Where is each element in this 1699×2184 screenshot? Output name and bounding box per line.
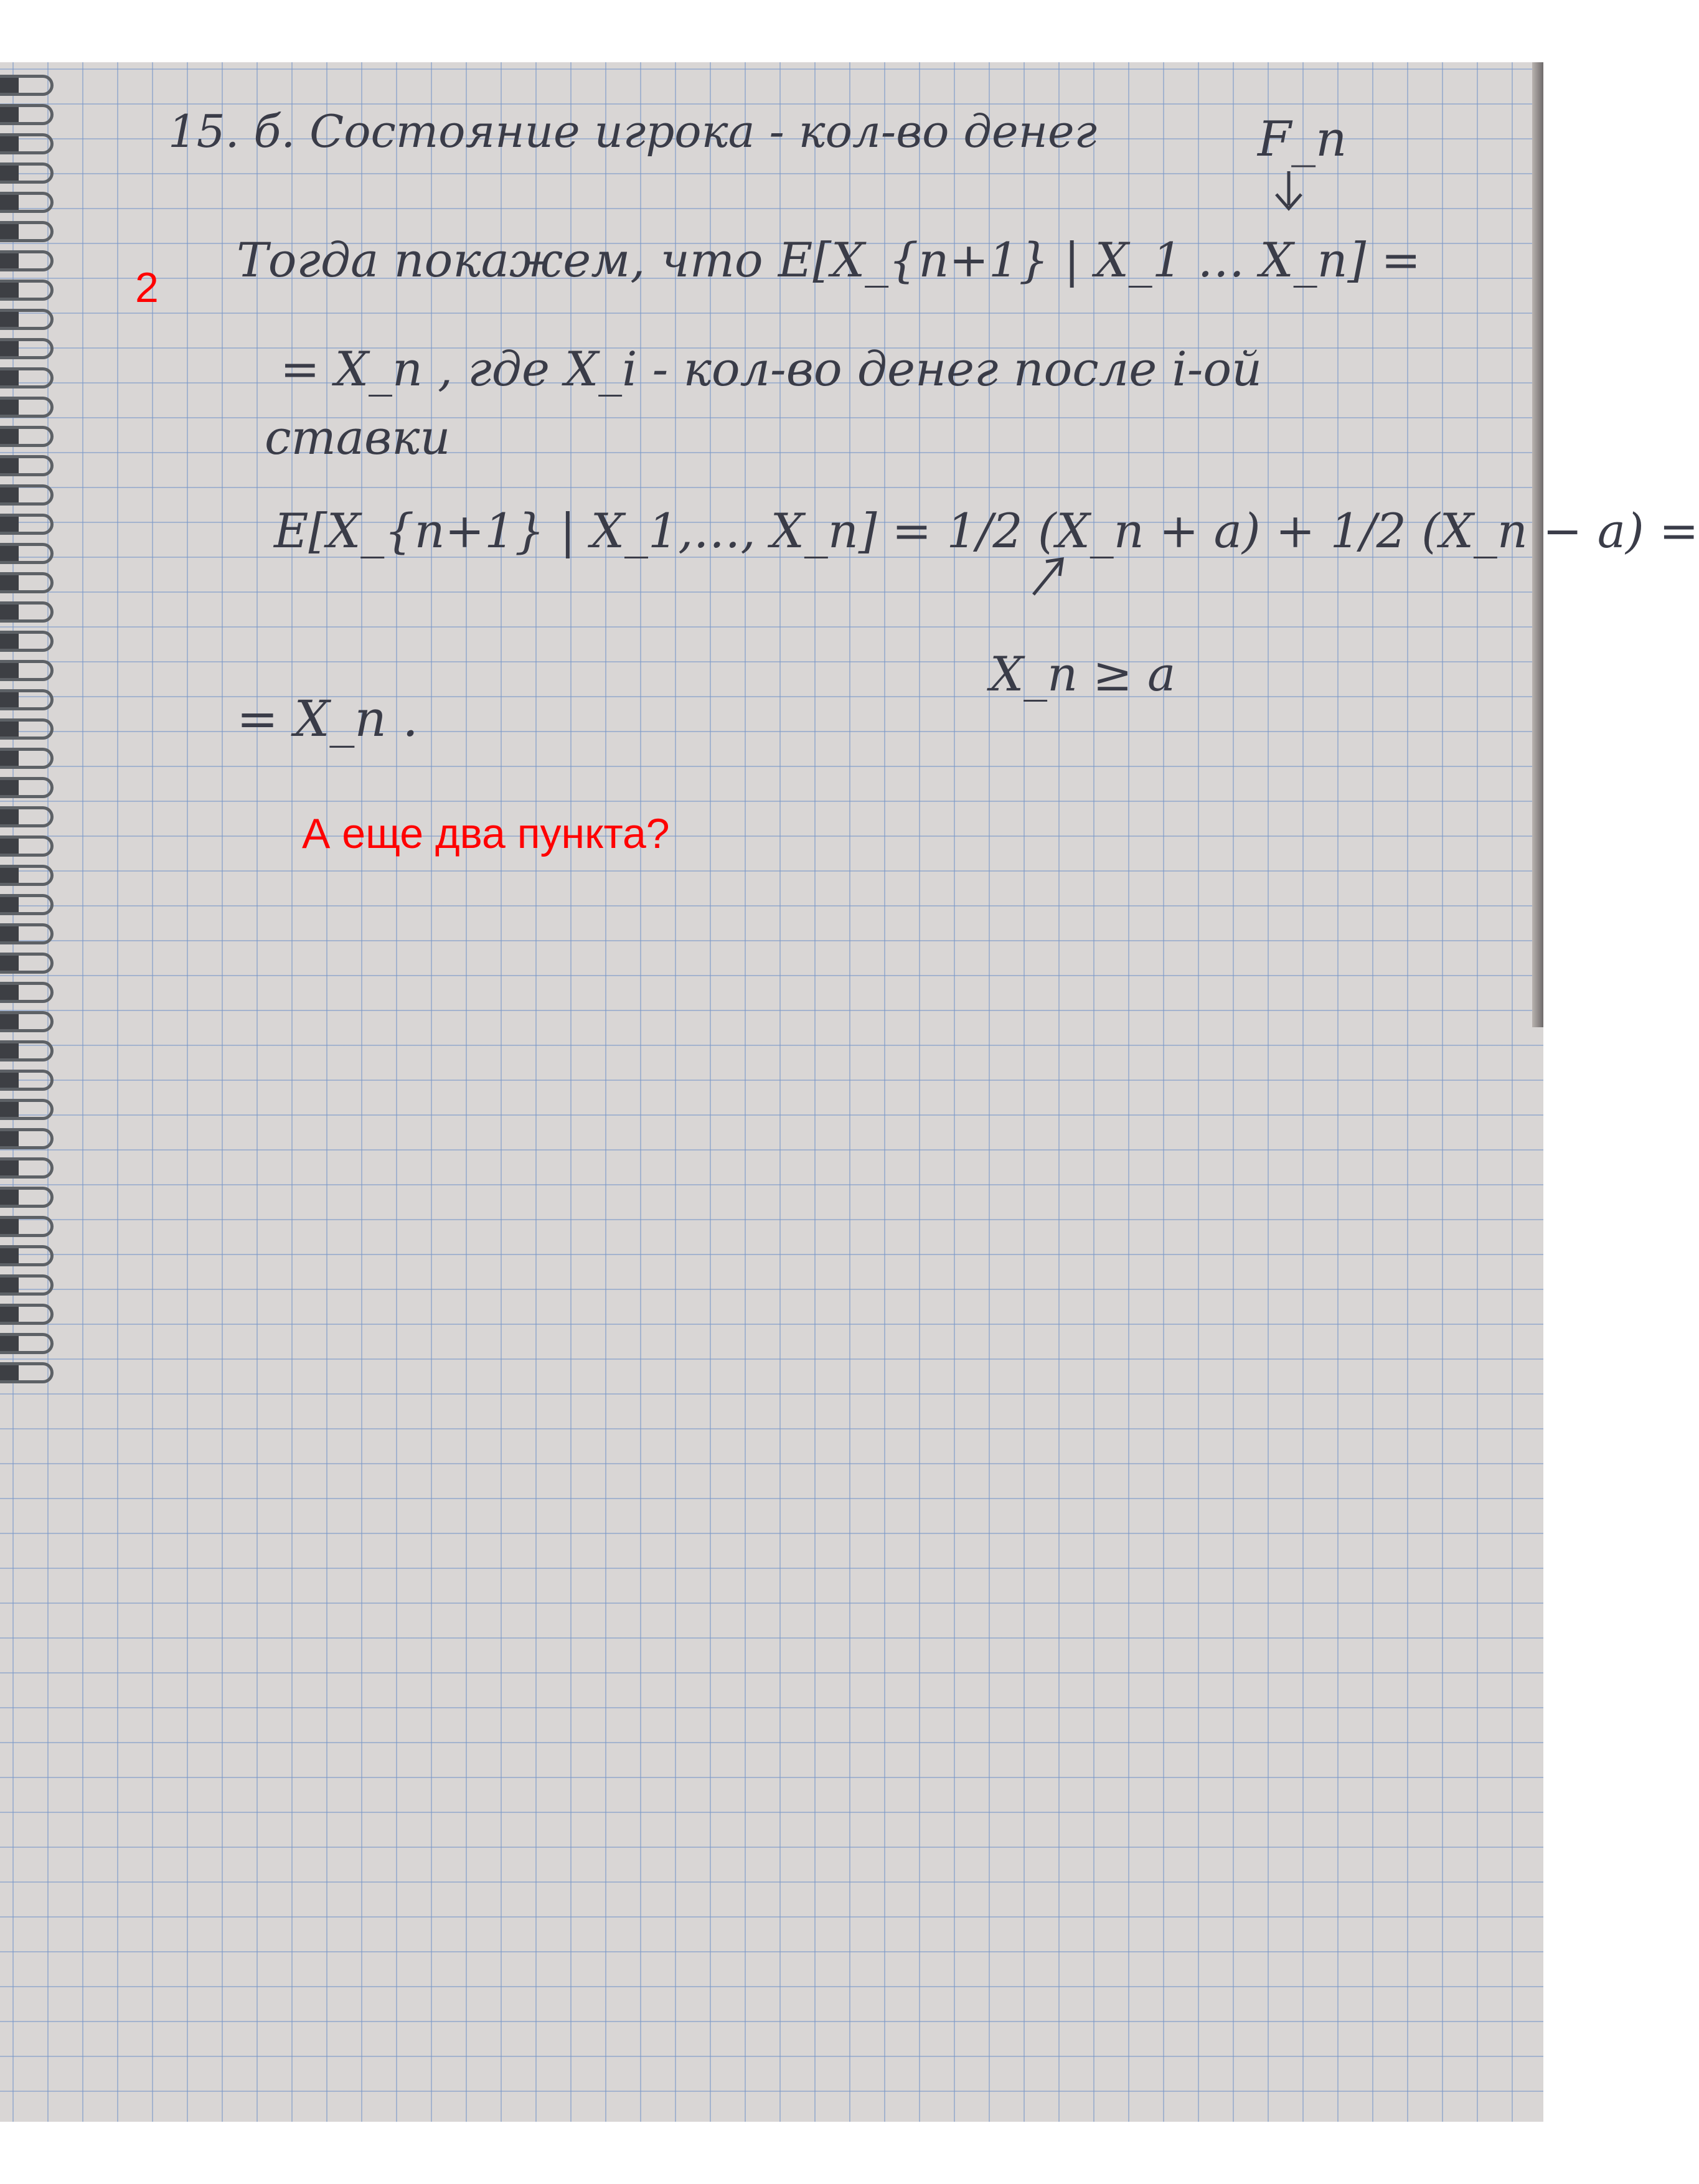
binding-ring: [0, 631, 54, 652]
binding-ring: [0, 221, 54, 242]
down-arrow-icon: [1270, 168, 1307, 218]
binding-ring: [0, 1362, 54, 1383]
binding-ring: [0, 1274, 54, 1296]
proof-result: = X_n .: [237, 690, 418, 748]
binding-ring: [0, 1333, 54, 1354]
binding-ring: [0, 514, 54, 535]
binding-ring: [0, 1040, 54, 1061]
binding-ring: [0, 543, 54, 564]
binding-ring: [0, 397, 54, 418]
binding-ring: [0, 309, 54, 330]
expectation-equation: E[X_{n+1} | X_1,…, X_n] = 1/2 (X_n + a) + 1/2 (X_n − a) =: [274, 503, 1699, 558]
binding-ring: [0, 1070, 54, 1091]
binding-ring: [0, 1011, 54, 1032]
proof-line-2: = X_n , где X_i - кол-во денег после i-ой: [280, 341, 1263, 397]
binding-ring: [0, 718, 54, 740]
binding-ring: [0, 133, 54, 154]
binding-ring: [0, 455, 54, 476]
binding-ring: [0, 806, 54, 827]
binding-ring: [0, 280, 54, 301]
binding-ring: [0, 982, 54, 1003]
binding-ring: [0, 250, 54, 271]
binding-ring: [0, 835, 54, 857]
sigma-algebra-label: F_n: [1258, 111, 1347, 167]
binding-ring: [0, 894, 54, 915]
binding-ring: [0, 1304, 54, 1325]
spiral-binding: [0, 62, 59, 1401]
proof-line-1: Тогда покажем, что E[X_{n+1} | X_1 … X_n] =: [237, 232, 1421, 288]
binding-ring: [0, 601, 54, 623]
binding-ring: [0, 104, 54, 125]
binding-ring: [0, 777, 54, 798]
binding-ring: [0, 1099, 54, 1120]
binding-ring: [0, 162, 54, 184]
binding-ring: [0, 1128, 54, 1149]
binding-ring: [0, 572, 54, 593]
binding-ring: [0, 1245, 54, 1266]
condition-note: X_n ≥ a: [990, 646, 1176, 702]
binding-ring: [0, 865, 54, 886]
binding-ring: [0, 367, 54, 388]
binding-ring: [0, 1216, 54, 1237]
binding-ring: [0, 748, 54, 769]
score-mark: 2: [135, 264, 159, 311]
binding-ring: [0, 484, 54, 506]
proof-line-3: ставки: [265, 410, 451, 465]
binding-ring: [0, 660, 54, 681]
binding-ring: [0, 192, 54, 213]
binding-ring: [0, 1187, 54, 1208]
binding-ring: [0, 75, 54, 96]
binding-ring: [0, 689, 54, 710]
reviewer-comment: А еще два пункта?: [302, 810, 670, 857]
binding-ring: [0, 338, 54, 359]
binding-ring: [0, 1157, 54, 1179]
page-title: 15. б. Состояние игрока - кол-во денег: [168, 105, 1097, 158]
binding-ring: [0, 923, 54, 944]
up-arrow-icon: [1021, 548, 1077, 604]
binding-ring: [0, 426, 54, 447]
binding-ring: [0, 953, 54, 974]
